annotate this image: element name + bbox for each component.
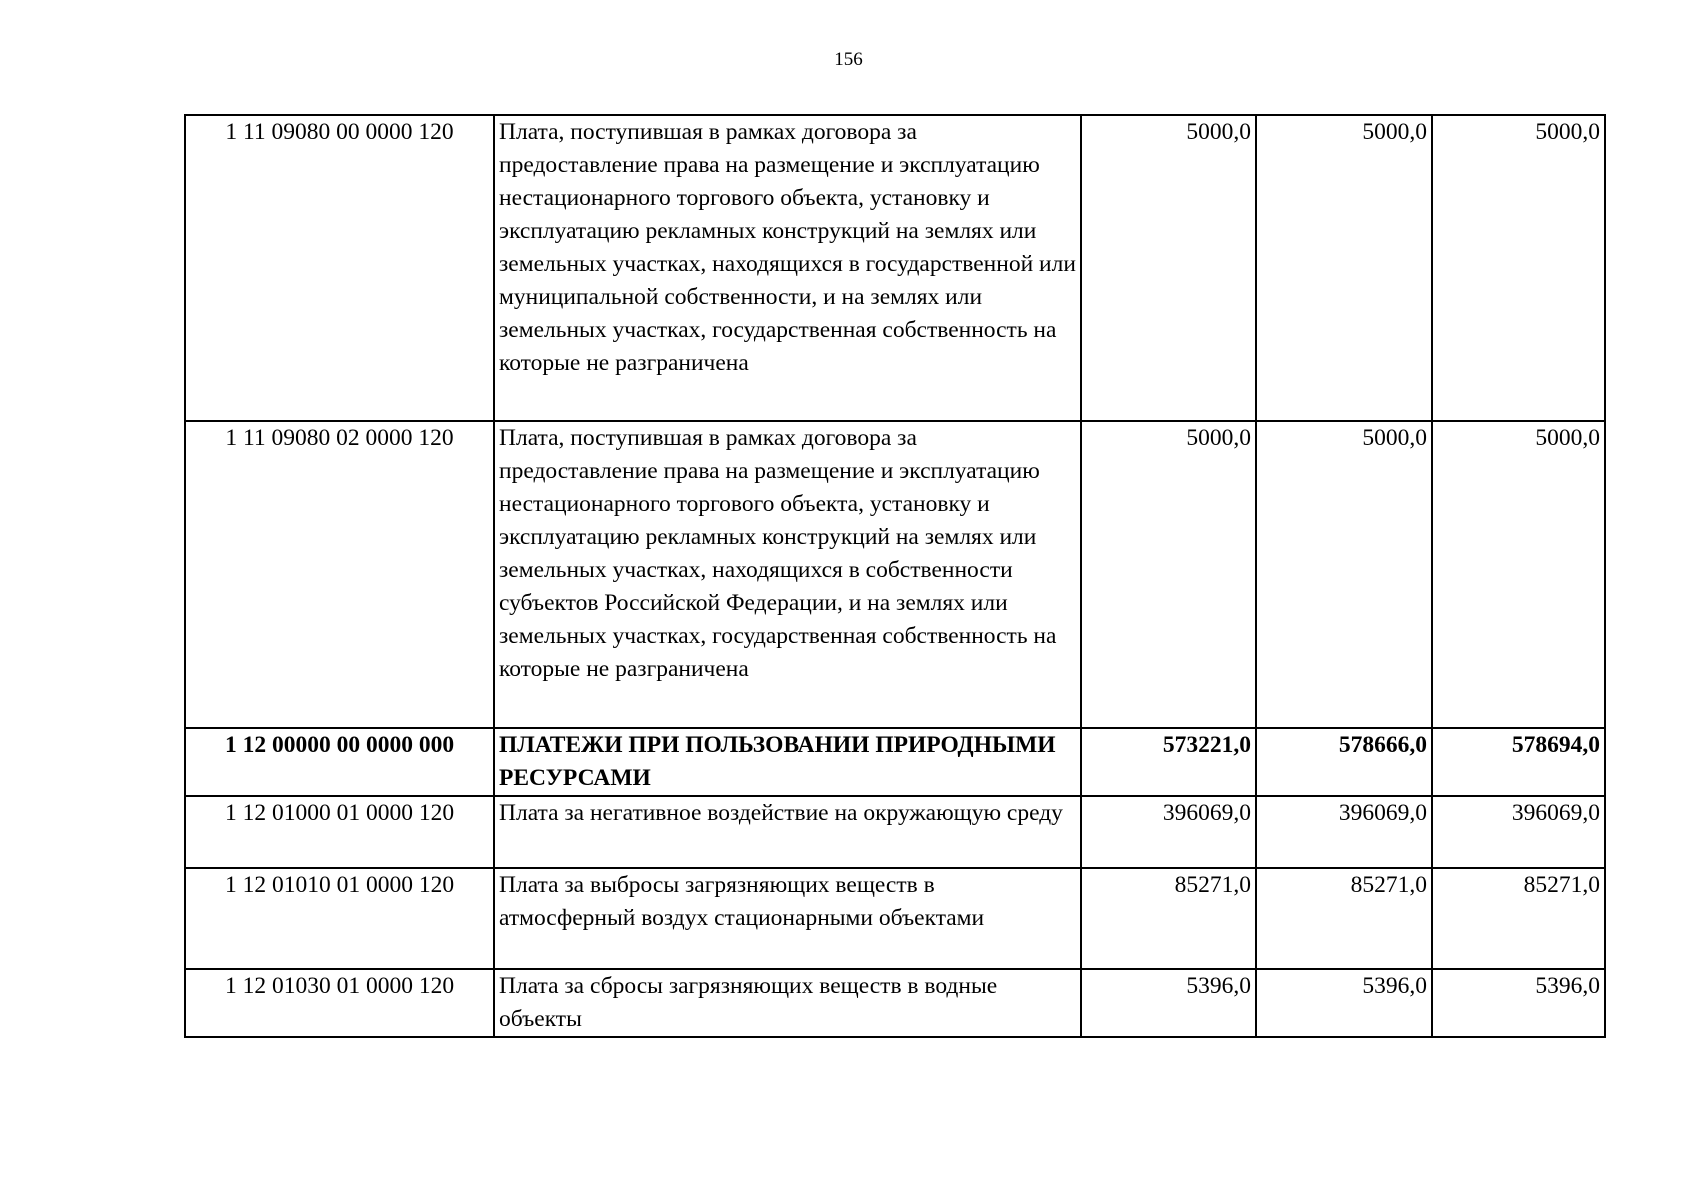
value-year-3-cell: 5000,0 <box>1432 115 1605 421</box>
value-year-2-cell: 578666,0 <box>1256 728 1432 796</box>
revenue-name-cell: ПЛАТЕЖИ ПРИ ПОЛЬЗОВАНИИ ПРИРОДНЫМИ РЕСУРСАМИ <box>494 728 1081 796</box>
value-year-2-cell: 396069,0 <box>1256 796 1432 868</box>
value-year-3-cell: 5396,0 <box>1432 969 1605 1037</box>
revenue-name-cell: Плата за негативное воздействие на окружающую среду <box>494 796 1081 868</box>
value-year-1-cell: 85271,0 <box>1081 868 1256 969</box>
revenue-name-cell: Плата за выбросы загрязняющих веществ в атмосферный воздух стационарными объектами <box>494 868 1081 969</box>
table-row <box>185 115 1605 421</box>
value-year-2-cell: 5000,0 <box>1256 421 1432 728</box>
value-year-3-cell: 85271,0 <box>1432 868 1605 969</box>
table-row <box>185 796 1605 868</box>
revenue-name-cell: Плата за сбросы загрязняющих веществ в водные объекты <box>494 969 1081 1037</box>
table-row-section-header <box>185 728 1605 796</box>
page-number: 156 <box>834 49 863 70</box>
budget-code-cell: 1 12 01030 01 0000 120 <box>185 969 494 1037</box>
value-year-3-cell: 578694,0 <box>1432 728 1605 796</box>
revenue-table <box>184 114 1606 1038</box>
revenue-name-cell: Плата, поступившая в рамках договора за предоставление права на размещение и эксплуатацию нестационарного торгового объекта, установку и эксплуатацию рекламных конструкций на землях или земельных участках, находящихся в государственной или муниципальной собственности, и на землях или земельных участках, государственная собственность на которые не разграничена <box>494 115 1081 421</box>
value-year-2-cell: 5396,0 <box>1256 969 1432 1037</box>
value-year-1-cell: 5396,0 <box>1081 969 1256 1037</box>
budget-code-cell: 1 11 09080 02 0000 120 <box>185 421 494 728</box>
value-year-3-cell: 5000,0 <box>1432 421 1605 728</box>
budget-code-cell: 1 11 09080 00 0000 120 <box>185 115 494 421</box>
revenue-name-cell: Плата, поступившая в рамках договора за предоставление права на размещение и эксплуатацию нестационарного торгового объекта, установку и эксплуатацию рекламных конструкций на землях или земельных участках, находящихся в собственности субъектов Российской Федерации, и на землях или земельных участках, государственная собственность на которые не разграничена <box>494 421 1081 728</box>
value-year-3-cell: 396069,0 <box>1432 796 1605 868</box>
value-year-2-cell: 5000,0 <box>1256 115 1432 421</box>
table-row <box>185 868 1605 969</box>
value-year-1-cell: 5000,0 <box>1081 115 1256 421</box>
value-year-1-cell: 573221,0 <box>1081 728 1256 796</box>
budget-code-cell: 1 12 01010 01 0000 120 <box>185 868 494 969</box>
budget-code-cell: 1 12 00000 00 0000 000 <box>185 728 494 796</box>
value-year-2-cell: 85271,0 <box>1256 868 1432 969</box>
budget-code-cell: 1 12 01000 01 0000 120 <box>185 796 494 868</box>
value-year-1-cell: 396069,0 <box>1081 796 1256 868</box>
table-row <box>185 969 1605 1037</box>
table-row <box>185 421 1605 728</box>
value-year-1-cell: 5000,0 <box>1081 421 1256 728</box>
